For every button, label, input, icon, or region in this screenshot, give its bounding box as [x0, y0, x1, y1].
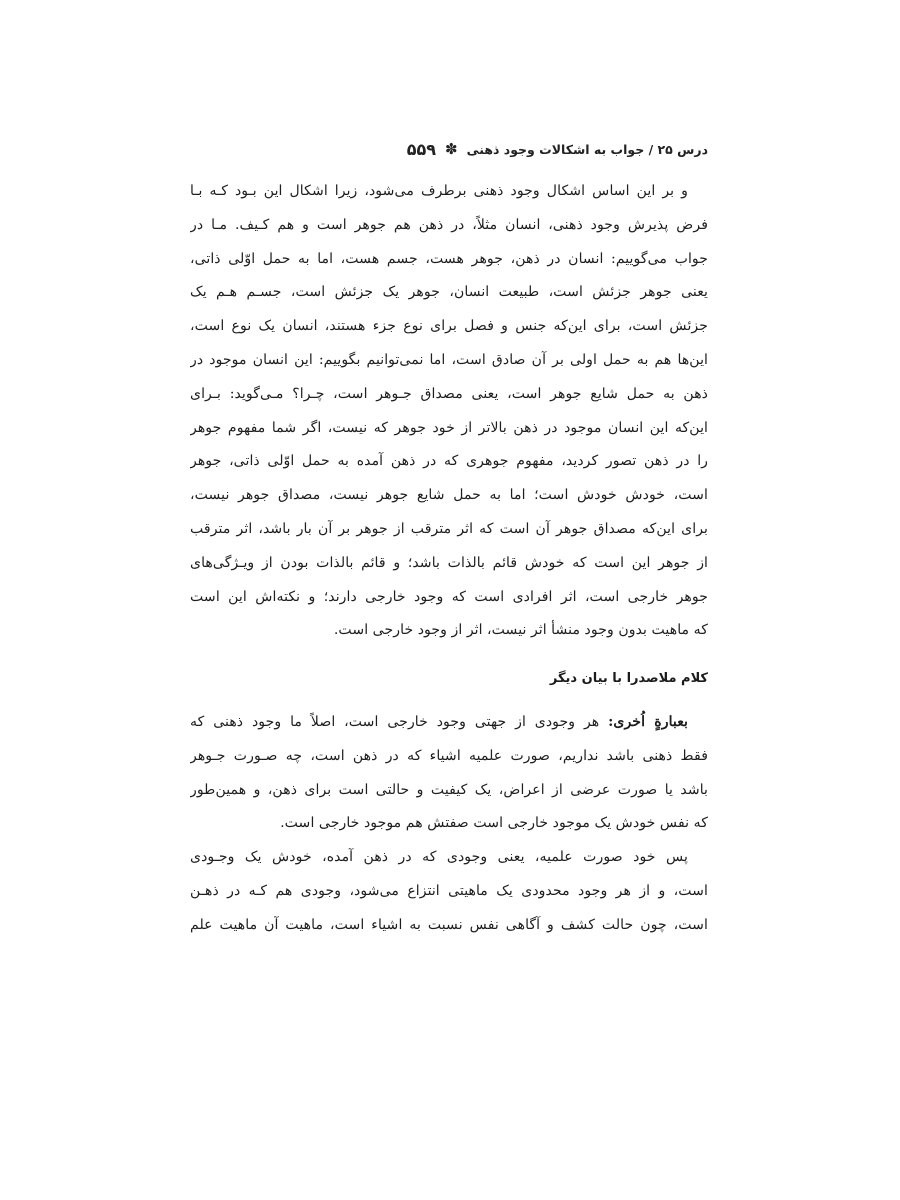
- text-line: که ماهیت بدون وجود منشأ اثر نیست، اثر از وجود خارجی است.: [333, 622, 708, 639]
- text-line: این‌ها هم به حمل اولی بر آن صادق است، اما نمی‌توانیم بگوییم: این انسان موجود در: [190, 351, 708, 368]
- running-header: [190, 137, 708, 161]
- text-line: پس خود صورت علمیه، یعنی وجودی که در ذهن آمده، خودش یک وجـودی: [190, 849, 688, 866]
- paragraph-2: [190, 706, 708, 943]
- text-line: برای این‌که مصداق جوهر آن است که اثر مترقب از جوهر بر آن بار باشد، اثر مترقب: [190, 520, 708, 537]
- section-heading: کلام ملاصدرا با بیان دیگر: [549, 671, 708, 686]
- text-line: است، و از هر وجود محدودی یک ماهیتی انتزاع می‌شود، وجودی هم کـه در ذهـن: [190, 882, 708, 899]
- text-line: است، چون حالت کشف و آگاهی نفس نسبت به اشیاء است، ماهیت آن ماهیت علم: [190, 916, 708, 933]
- text-line: جواب می‌گوییم: انسان در ذهن، جوهر هست، جسم هست، اما به حمل اوّلی ذاتی،: [190, 250, 708, 267]
- text-line: و بر این اساس اشکال وجود ذهنی برطرف می‌شود، زیرا اشکال این بـود کـه بـا: [190, 183, 688, 199]
- text-line: ذهن به حمل شایع جوهر است، یعنی مصداق جـوهر است، چـرا؟ مـی‌گوید: بـرای: [190, 385, 708, 402]
- text-line: که نفس خودش یک موجود خارجی است صفتش هم موجود خارجی است.: [280, 815, 708, 832]
- text-line: است، خودش خودش است؛ اما به حمل شایع جوهر نیست، مصداق جوهر نیست،: [190, 487, 708, 504]
- lead-term: بعبارةٍ اُخری:: [608, 714, 688, 730]
- text-line: از جوهر این است که خودش قائم بالذات باشد؛ و قائم بالذات بودن از ویـژگی‌های: [190, 554, 708, 571]
- text-line: جزئش است، برای این‌که جنس و فصل برای نوع جزء هستند، انسان یک نوع است،: [190, 318, 708, 335]
- text-line: باشد یا صورت عرضی از اعراض، یک کیفیت و حالتی است برای ذهن، و همین‌طور: [190, 781, 708, 798]
- text-line: را در ذهن تصور کردید، مفهوم جوهری که در ذهن آمده به حمل اوّلی ذاتی، جوهر: [190, 453, 708, 470]
- ornament-icon: ✽: [445, 139, 458, 158]
- text-line: یعنی جوهر جزئش است، طبیعت انسان، جوهر یک جزئش است، جسـم هـم یک: [190, 284, 708, 301]
- page-number: ۵۵۹: [406, 139, 437, 159]
- text-line: [190, 706, 708, 740]
- header-title: درس ۲۵ / جواب به اشکالات وجود ذهنی: [466, 141, 708, 157]
- paragraph-1: [190, 175, 708, 648]
- text-line: فرض پذیرش وجود ذهنی، انسان مثلاً، در ذهن هم جوهر است و هم کـیف. مـا در: [190, 216, 708, 233]
- line-text: هر وجودی از جهتی وجود خارجی است، اصلاً ما وجود ذهنی که: [190, 714, 609, 730]
- text-line: فقط ذهنی باشد نداریم، صورت علمیه اشیاء که در ذهن است، چه صـورت جـوهر: [190, 747, 708, 764]
- text-line: جوهر خارجی است، اثر افرادی است که وجود خارجی دارند؛ و نکته‌اش این است: [190, 588, 708, 605]
- text-line: این‌که این انسان موجود در ذهن بالاتر از خود جوهر که نیست، اگر شما مفهوم جوهر: [190, 419, 708, 436]
